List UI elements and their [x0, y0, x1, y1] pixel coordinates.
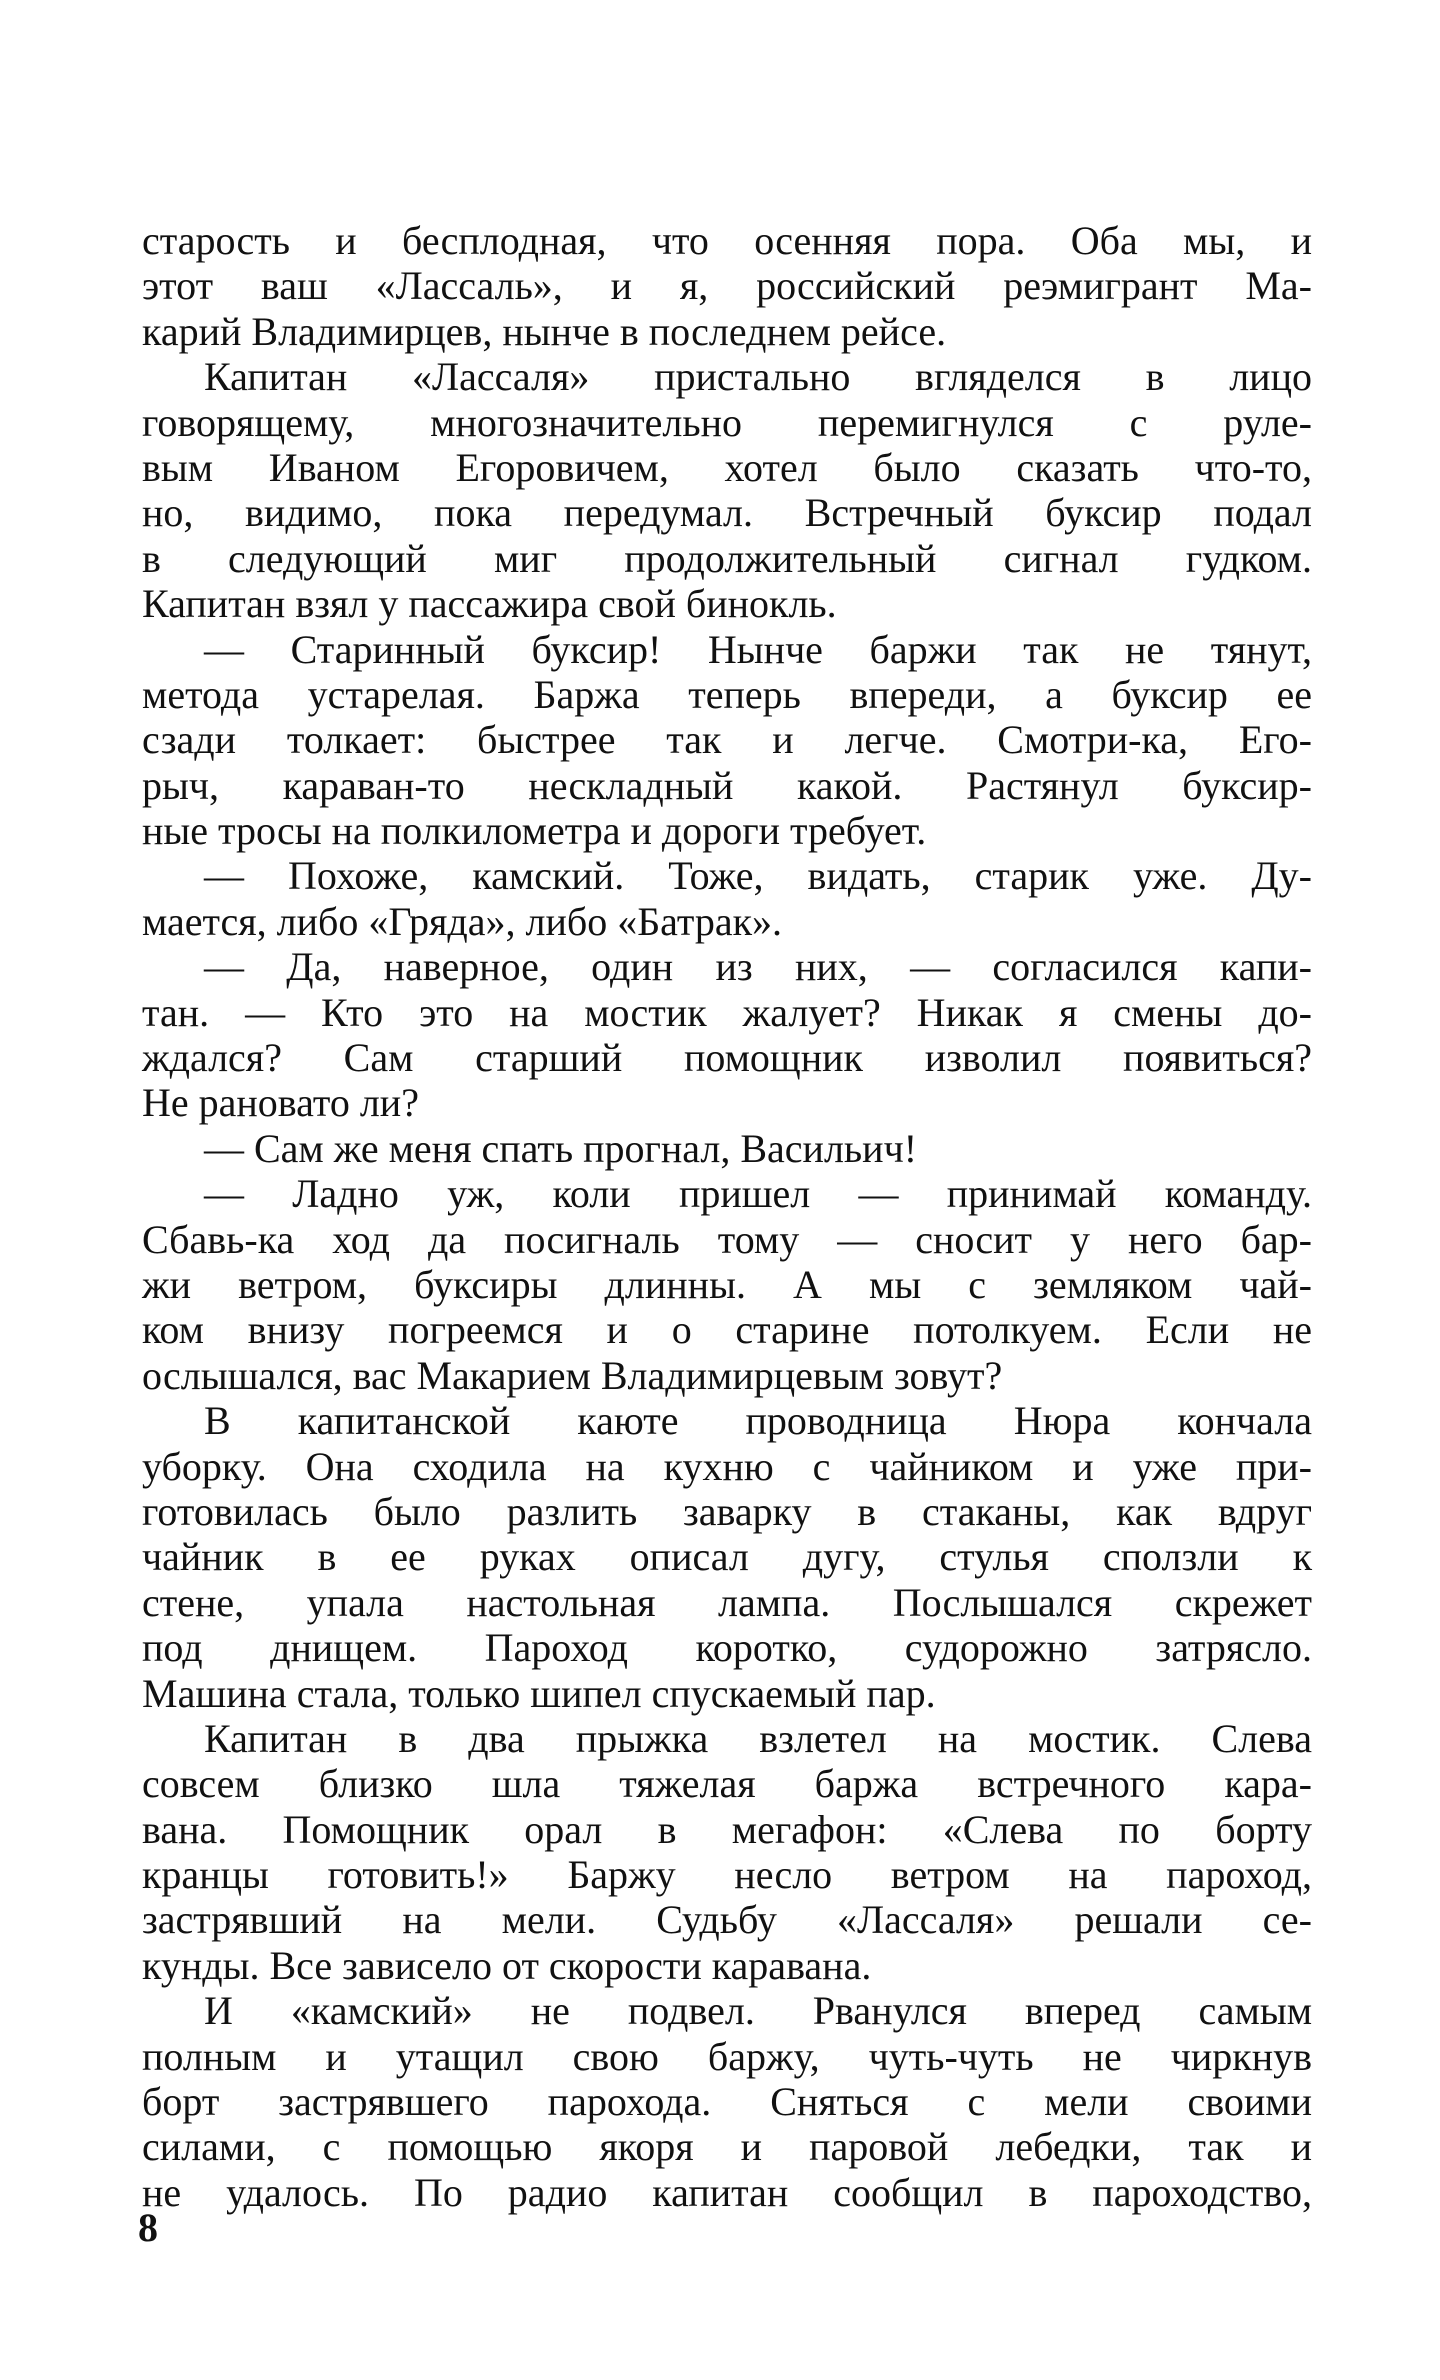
- text-line: в следующий миг продолжительный сигнал гудком.: [142, 535, 1312, 581]
- text-line: Капитан «Лассаля» пристально вгляделся в лицо: [204, 354, 1312, 400]
- body-text: [142, 218, 1312, 2215]
- text-line: под днищем. Пароход коротко, судорожно затрясло.: [142, 1625, 1312, 1671]
- text-line: Машина стала, только шипел спускаемый пар.: [142, 1670, 936, 1716]
- text-line: полным и утащил свою баржу, чуть-чуть не чиркнув: [142, 2033, 1312, 2079]
- text-line: кунды. Все зависело от скорости каравана.: [142, 1942, 872, 1988]
- text-line: Не рановато ли?: [142, 1080, 419, 1126]
- text-line: готовилась было разлить заварку в стаканы, как вдруг: [142, 1488, 1312, 1534]
- text-line: этот ваш «Лассаль», и я, российский реэмигрант Ма-: [142, 263, 1312, 309]
- text-line: рыч, караван-то нескладный какой. Растянул буксир-: [142, 762, 1312, 808]
- text-line: жи ветром, буксиры длинны. А мы с земляком чай-: [142, 1261, 1312, 1307]
- text-line: застрявший на мели. Судьбу «Лассаля» решали се-: [142, 1897, 1312, 1943]
- text-line: Сбавь-ка ход да посигналь тому — сносит у него бар-: [142, 1216, 1312, 1262]
- text-line: чайник в ее руках описал дугу, стулья сползли к: [142, 1534, 1312, 1580]
- text-line: — Ладно уж, коли пришел — принимай команду.: [204, 1171, 1312, 1217]
- text-line: вым Иваном Егоровичем, хотел было сказать что-то,: [142, 444, 1312, 490]
- text-line: — Старинный буксир! Нынче баржи так не тянут,: [204, 626, 1312, 672]
- text-line: ослышался, вас Макарием Владимирцевым зовут?: [142, 1352, 1003, 1398]
- text-line: карий Владимирцев, нынче в последнем рейсе.: [142, 308, 947, 354]
- text-line: Капитан в два прыжка взлетел на мостик. Слева: [204, 1715, 1312, 1761]
- text-line: вана. Помощник орал в мегафон: «Слева по борту: [142, 1806, 1312, 1852]
- text-line: мается, либо «Гряда», либо «Батрак».: [142, 898, 783, 944]
- text-line: говорящему, многозначительно перемигнулся с руле-: [142, 399, 1312, 445]
- text-line: совсем близко шла тяжелая баржа встречного кара-: [142, 1761, 1312, 1807]
- text-line: но, видимо, пока передумал. Встречный буксир подал: [142, 490, 1312, 536]
- text-line: старость и бесплодная, что осенняя пора. Оба мы, и: [142, 218, 1312, 263]
- text-line: силами, с помощью якоря и паровой лебедки, так и: [142, 2124, 1312, 2170]
- text-line: кранцы готовить!» Баржу несло ветром на пароход,: [142, 1852, 1312, 1898]
- text-line: В капитанской каюте проводница Нюра кончала: [204, 1398, 1312, 1444]
- text-line: метода устарелая. Баржа теперь впереди, а буксир ее: [142, 671, 1312, 717]
- text-line: ждался? Сам старший помощник изволил появиться?: [142, 1035, 1312, 1081]
- text-line: ком внизу погреемся и о старине потолкуем. Если не: [142, 1307, 1312, 1353]
- text-line: ные тросы на полкилометра и дороги требует.: [142, 808, 927, 854]
- text-line: — Сам же меня спать прогнал, Васильич!: [204, 1125, 918, 1171]
- text-line: уборку. Она сходила на кухню с чайником и уже при-: [142, 1443, 1312, 1489]
- text-line: — Похоже, камский. Тоже, видать, старик уже. Ду-: [204, 853, 1312, 899]
- text-line: стене, упала настольная лампа. Послышался скрежет: [142, 1579, 1312, 1625]
- text-line: И «камский» не подвел. Рванулся вперед самым: [204, 1988, 1312, 2034]
- text-line: — Да, наверное, один из них, — согласился капи-: [204, 944, 1312, 990]
- page-number: 8: [138, 2205, 158, 2250]
- text-line: борт застрявшего парохода. Сняться с мели своими: [142, 2079, 1312, 2125]
- text-line: сзади толкает: быстрее так и легче. Смотри-ка, Его-: [142, 717, 1312, 763]
- text-line: не удалось. По радио капитан сообщил в пароходство,: [142, 2169, 1312, 2215]
- text-line: тан. — Кто это на мостик жалует? Никак я смены до-: [142, 989, 1312, 1035]
- text-line: Капитан взял у пассажира свой бинокль.: [142, 581, 837, 627]
